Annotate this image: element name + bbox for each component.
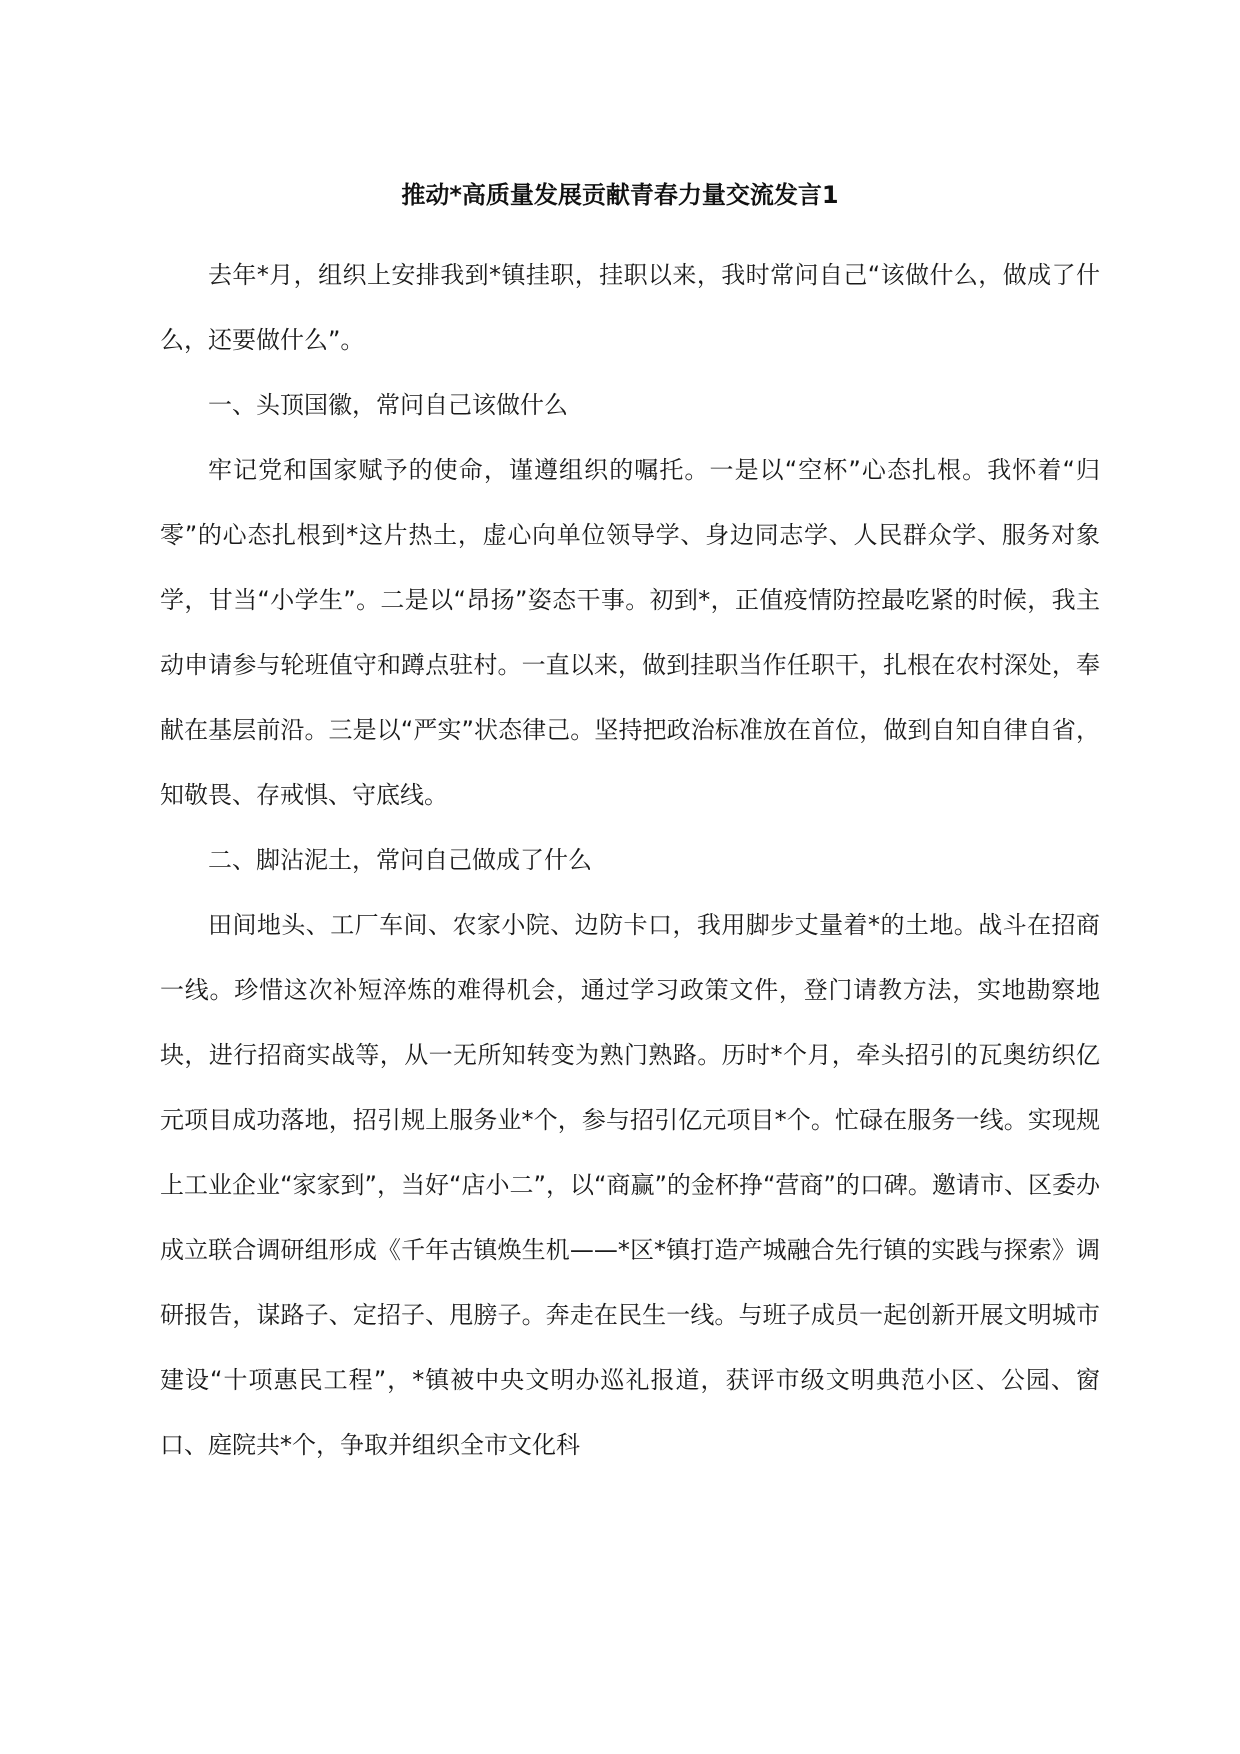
section-2-heading: 二、脚沾泥土，常问自己做成了什么: [208, 846, 592, 874]
section-2-paragraph: 田间地头、工厂车间、农家小院、边防卡口，我用脚步丈量着*的土地。战斗在招商一线。珍惜这次补短淬炼的难得机会，通过学习政策文件，登门请教方法，实地勘察地块，进行招商实战等，从一无所知转变为熟门熟路。历时*个月，牵头招引的瓦奥纺织亿元项目成功落地，招引规上服务业*个，参与招引亿元项目*个。忙碌在服务一线。实现规上工业企业“家家到”，当好“店小二”，以“商赢”的金杯挣“营商”的口碑。邀请市、区委办成立联合调研组形成《千年古镇焕生机——*区*镇打造产城融合先行镇的实践与探索》调研报告，谋路子、定招子、甩膀子。奔走在民生一线。与班子成员一起创新开展文明城市建设“十项惠民工程”，*镇被中央文明办巡礼报道，获评市级文明典范小区、公园、窗口、庭院共*个，争取并组织全市文化科: [160, 911, 1100, 1459]
section-1-heading: 一、头顶国徽，常问自己该做什么: [208, 391, 568, 419]
document-title: 推动*高质量发展贡献青春力量交流发言1: [401, 181, 839, 209]
section-1-paragraph: 牢记党和国家赋予的使命，谨遵组织的嘱托。一是以“空杯”心态扎根。我怀着“归零”的心态扎根到*这片热土，虚心向单位领导学、身边同志学、人民群众学、服务对象学，甘当“小学生”。二是以“昂扬”姿态干事。初到*，正值疫情防控最吃紧的时候，我主动申请参与轮班值守和蹲点驻村。一直以来，做到挂职当作任职干，扎根在农村深处，奉献在基层前沿。三是以“严实”状态律己。坚持把政治标准放在首位，做到自知自律自省，知敬畏、存戒惧、守底线。: [160, 456, 1100, 809]
document-body: [160, 243, 1100, 1478]
intro-paragraph: 去年*月，组织上安排我到*镇挂职，挂职以来，我时常问自己“该做什么，做成了什么，还要做什么”。: [160, 261, 1100, 354]
